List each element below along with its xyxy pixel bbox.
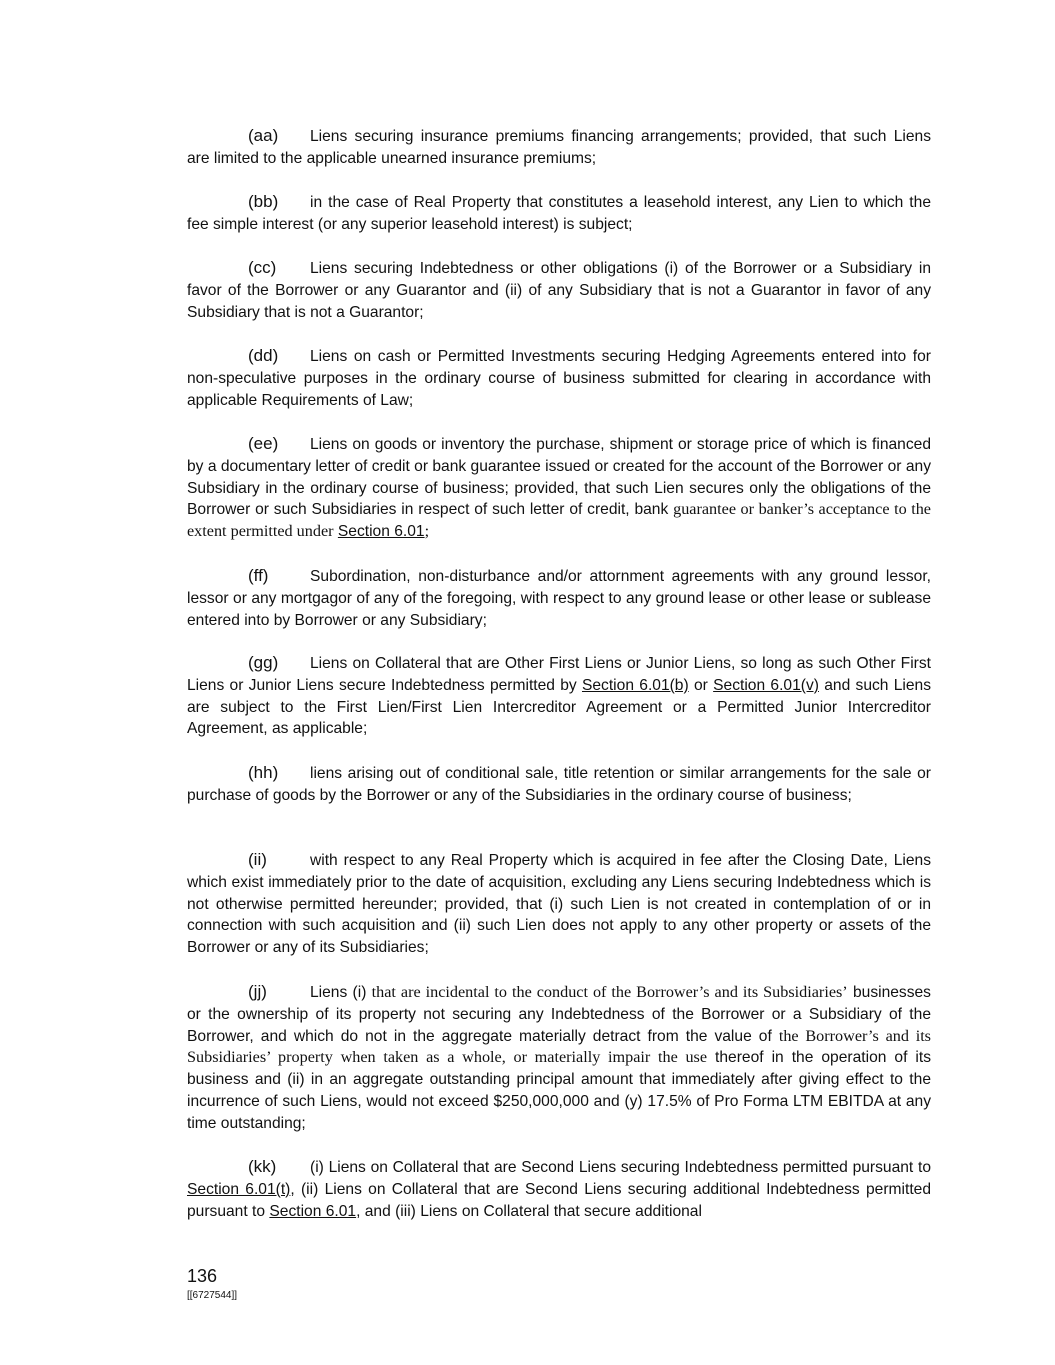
clause-jj [187,981,931,1135]
clause-label: (ii) [248,850,267,869]
clause-bb [187,191,931,236]
clause-label: (cc) [248,258,277,277]
clause-text: businesses or the ownership of its property not securing any Indebtedness of the Borrower or a Subsidiary of the Borrower, and which do not in the aggregate materially detract from the value of [187,984,931,1045]
clause-text: (i) Liens on Collateral that are Second Liens securing Indebtedness permitted pursuant to [310,1159,931,1176]
clause-text-end: , and (iii) Liens on Collateral that secure additional [356,1202,702,1220]
clause-text: Liens on goods or inventory the purchase, shipment or storage price of which is financed by a documentary letter of credit or bank guarantee issued or created for the account of the Borrower or any Subsidiary in the ordinary course of business; provided, that such Lien secures only the obligations of the Borrower or such Subsidiaries in respect of such letter of credit, bank [187,436,931,519]
clause-text: thereof in the operation of its business and (ii) in an aggregate outstanding principal amount that immediately after giving effect to the incurrence of such Liens, would not exceed $250,000,000 and (y) 17.5% of Pro Forma LTM EBITDA at any time outstanding; [187,1049,931,1132]
clause-ff [187,565,931,631]
section-reference-link[interactable]: Section 6.01(v) [713,676,819,694]
clause-text-serif: that are incidental to the conduct of the Borrower’s and its Subsidiaries’ [371,983,848,1001]
clause-gg [187,652,931,740]
clause-label: (jj) [248,982,267,1001]
page-number: 136 [187,1266,218,1286]
clause-label: (kk) [248,1157,277,1176]
clause-text-end: ; [424,522,430,541]
clause-text: liens arising out of conditional sale, title retention or similar arrangements for the sale or purchase of goods by the Borrower or any of the Subsidiaries in the ordinary course of business; [187,765,931,804]
clause-cc [187,257,931,323]
clause-label: (aa) [248,126,279,145]
section-reference-link[interactable]: Section 6.01 [269,1202,357,1220]
document-id: [[6727544]] [187,1290,238,1301]
clause-label: (ee) [248,434,279,453]
clause-text-end: and such Liens are subject to the First Lien/First Lien Intercreditor Agreement or a Permitted Junior Intercreditor Agreement, as applicable; [187,676,932,738]
clause-text: Liens securing insurance premiums financing arrangements; provided, that such Liens are limited to the applicable unearned insurance premiums; [187,128,931,167]
clause-dd [187,345,931,411]
clause-text-serif: the Borrower’s and its Subsidiaries’ property when taken as a whole, or materially impair the use [187,1026,931,1067]
clause-aa [187,125,931,170]
section-reference-link[interactable]: Section 6.01(t) [187,1180,291,1198]
clause-text: Liens (i) [310,984,367,1001]
clause-ii [187,849,931,959]
clause-text: Subordination, non-disturbance and/or attornment agreements with any ground lessor, lessor or any mortgagor of any of the foregoing, with respect to any ground lease or other lease or sublease entered into by Borrower or any Subsidiary; [187,568,931,629]
clause-label: (bb) [248,192,279,211]
clause-text: Liens on Collateral that are Other First Liens or Junior Liens, so long as such Other First Liens or Junior Liens secure Indebtedness permitted by [187,655,931,694]
clause-ee [187,433,931,543]
clause-hh [187,762,931,807]
clause-text-or: or [693,676,708,694]
clause-kk [187,1156,931,1222]
clause-text: , (ii) Liens on Collateral that are Second Liens securing additional Indebtedness permitted pursuant to [187,1180,931,1220]
clause-text: with respect to any Real Property which is acquired in fee after the Closing Date, Liens which exist immediately prior to the date of acquisition, excluding any Liens securing Indebtedness which is not otherwise permitted hereunder; provided, that (i) such Lien is not created in contemplation of or in connection with such acquisition and (ii) such Lien does not apply to any other property or assets of the Borrower or any of its Subsidiaries; [187,852,931,957]
section-reference-link[interactable]: Section 6.01 [337,523,425,541]
clause-label: (gg) [248,653,279,672]
clause-text: in the case of Real Property that constitutes a leasehold interest, any Lien to which the fee simple interest (or any superior leasehold interest) is subject; [187,194,931,233]
clause-text: Liens on cash or Permitted Investments securing Hedging Agreements entered into for non-speculative purposes in the ordinary course of business submitted for clearing in accordance with applicable Requirements of Law; [187,348,931,409]
clause-label: (hh) [248,763,279,782]
clause-label: (ff) [248,566,269,585]
clause-text-serif: guarantee or banker’s acceptance to the extent permitted under [187,500,931,541]
clause-text: Liens securing Indebtedness or other obligations (i) of the Borrower or a Subsidiary in favor of the Borrower or any Guarantor and (ii) of any Subsidiary that is not a Guarantor in favor of any Subsidiary that is not a Guarantor; [187,260,931,321]
clause-label: (dd) [248,346,279,365]
section-reference-link[interactable]: Section 6.01(b) [581,676,689,694]
